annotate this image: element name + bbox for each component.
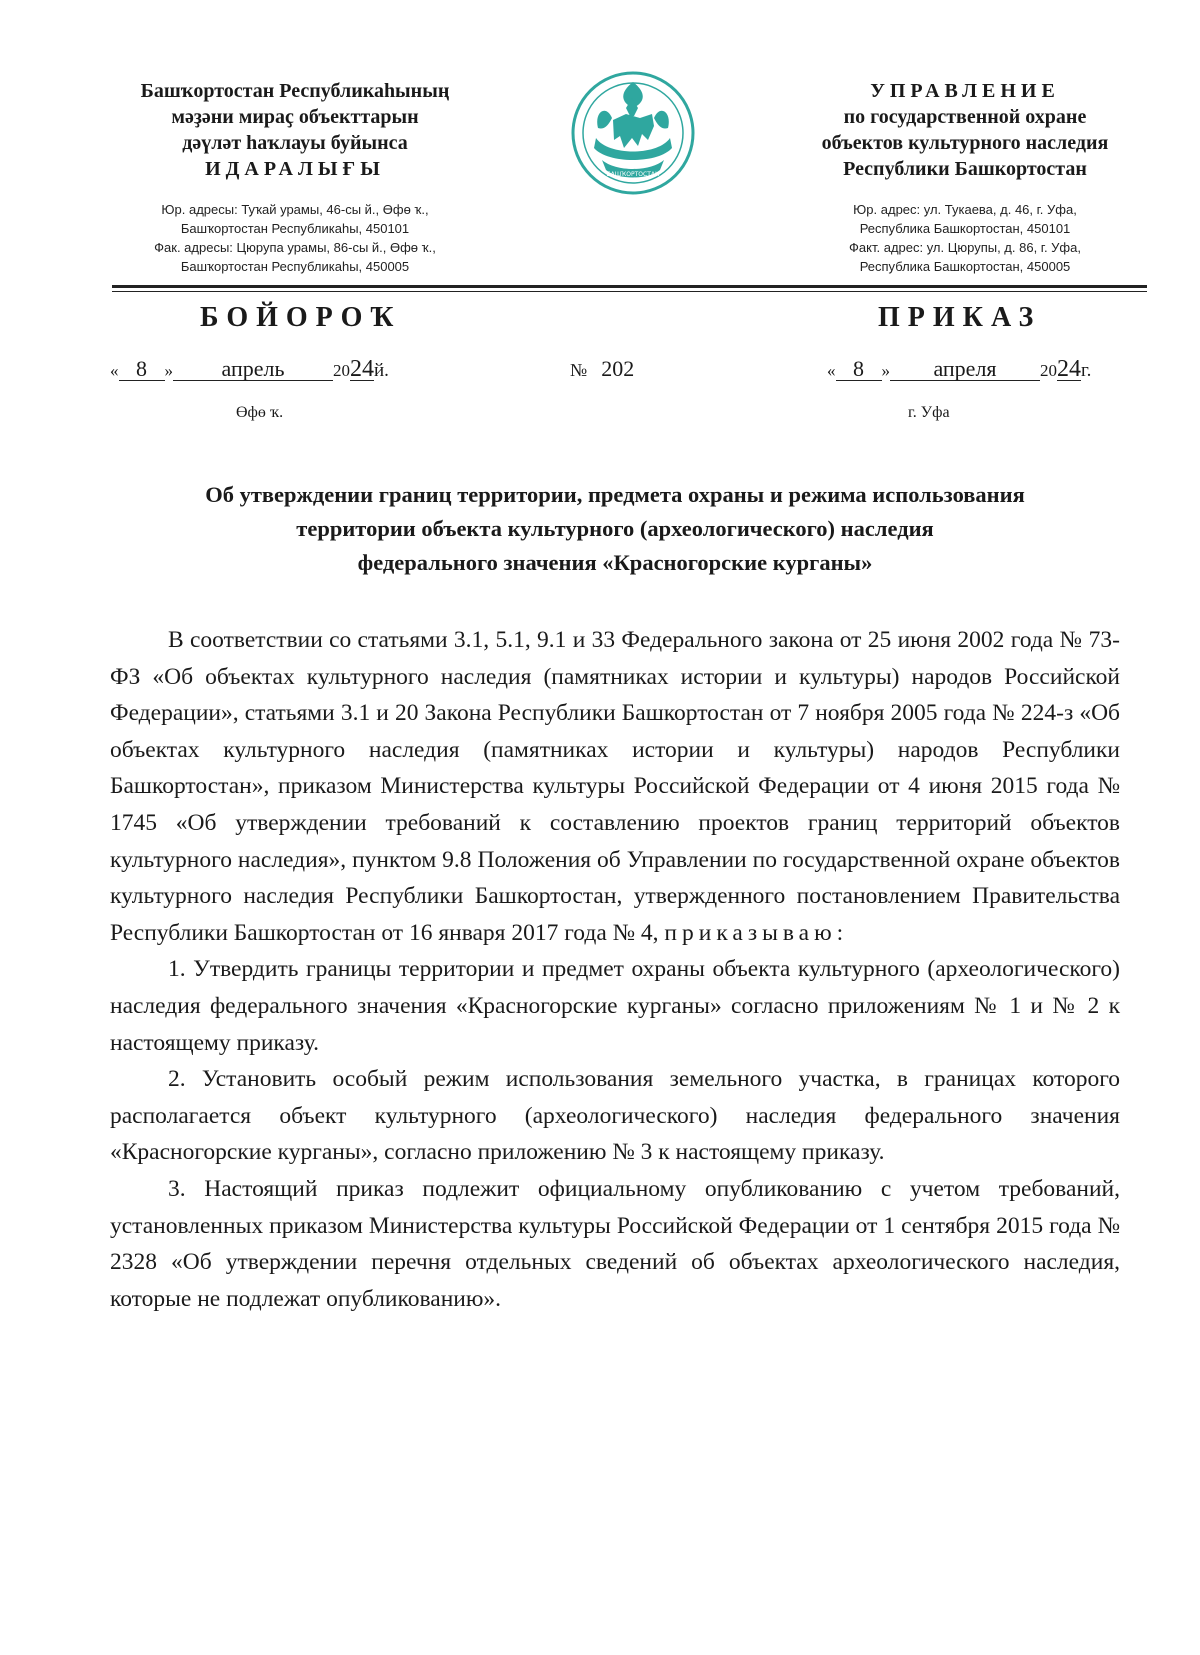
number-value: 202 [601, 356, 635, 381]
document-body [110, 622, 1120, 1317]
date-russian [827, 356, 1091, 382]
address-line: Юр. адресы: Туҡай урамы, 46-сы й., Өфө ҡ., [161, 202, 429, 217]
date-year-prefix: 20 [333, 361, 350, 380]
emblem-ribbon-text: БАШҠОРТОСТАН [606, 171, 660, 178]
close-quote: » [164, 361, 173, 380]
open-quote: « [110, 361, 119, 380]
date-month: апреля [890, 358, 1040, 381]
date-year-suffix: 24 [1057, 356, 1081, 382]
date-bashkir [110, 356, 389, 382]
address-line: Башҡортостан Республикаһы, 450101 [180, 221, 410, 236]
title-line: Об утверждении границ территории, предмета охраны и режима использования [205, 482, 1025, 507]
open-quote: « [827, 361, 836, 380]
preamble-text: В соответствии со статьями 3.1, 5.1, 9.1 и 33 Федерального закона от 25 июня 2002 года № 73-ФЗ «Об объектах культурного наследия (памятниках истории и культуры) народов Российской Федерации», статьями 3.1 и 20 Закона Республики Башкортостан от 7 ноября 2005 года № 224-з «Об объектах культурного наследия (памятниках истории и культуры) народов Республики Башкортостан», приказом Министерства культуры Российской Федерации от 4 июня 2015 года № 1745 «Об утверждении требований к составлению проектов границ территорий объектов культурного наследия», пунктом 9.8 Положения об Управлении по государственной охране объектов культурного наследия Республики Башкортостан, утвержденного постановлением Правительства Республики Башкортостан от 16 января 2017 года № 4, [110, 627, 1120, 946]
org-name-line: объектов культурного наследия [821, 132, 1109, 154]
org-name-line: Республики Башкортостан [843, 158, 1087, 180]
address-line: Башҡортостан Республикаһы, 450005 [180, 259, 410, 274]
city-russian: г. Уфа [908, 404, 950, 421]
org-name-line: УПРАВЛЕНИЕ [870, 80, 1060, 102]
org-name-line: ИДАРАЛЫҒЫ [205, 158, 385, 180]
preamble-paragraph [110, 622, 1120, 951]
header-divider-thick [112, 285, 1147, 288]
header-divider-thin [112, 291, 1147, 292]
close-quote: » [881, 361, 890, 380]
address-line: Юр. адрес: ул. Тукаева, д. 46, г. Уфа, [853, 202, 1077, 217]
date-year-suffix: 24 [350, 356, 374, 382]
header-right-organization [775, 78, 1155, 276]
document-title [110, 478, 1120, 580]
document-number [570, 356, 634, 382]
title-line: федерального значения «Красногорские курганы» [357, 550, 873, 575]
org-name-line: дәүләт һаҡлауы буйынса [182, 132, 408, 154]
header-left-organization [110, 78, 480, 276]
order-item: 1. Утвердить границы территории и предмет охраны объекта культурного (археологического) наследия федерального значения «Красногорские курганы» согласно приложениям № 1 и № 2 к настоящему приказу. [110, 956, 1120, 1056]
address-line: Факт. адрес: ул. Цюрупы, д. 86, г. Уфа, [849, 240, 1081, 255]
address-block [775, 200, 1155, 276]
number-sign: № [570, 360, 588, 380]
title-line: территории объекта культурного (археологического) наследия [296, 516, 934, 541]
city-bashkir: Өфө ҡ. [236, 404, 284, 421]
date-day: 8 [836, 358, 882, 381]
date-month: апрель [173, 358, 333, 381]
date-year-unit: й. [374, 360, 389, 381]
org-name-line: Башҡортостан Республикаһының [140, 80, 450, 102]
address-line: Фак. адресы: Цюрупа урамы, 86-сы й., Өфө ҡ., [154, 240, 436, 255]
bashkortostan-coat-of-arms-icon [568, 68, 698, 198]
org-name-line: мәҙәни мираҫ объекттарын [171, 106, 419, 128]
order-word: приказываю: [664, 919, 849, 946]
doc-type-russian: ПРИКАЗ [878, 302, 1042, 333]
org-name-line: по государственной охране [843, 106, 1087, 128]
date-year-unit: г. [1081, 360, 1092, 381]
order-item: 3. Настоящий приказ подлежит официальному опубликованию с учетом требований, установленных приказом Министерства культуры Российской Федерации от 1 сентября 2015 года № 2328 «Об утверждении перечня отдельных сведений об объектах археологического наследия, которые не подлежат опубликованию». [110, 1175, 1120, 1312]
address-line: Республика Башкортостан, 450005 [859, 259, 1071, 274]
order-item: 2. Установить особый режим использования земельного участка, в границах которого располагается объект культурного (археологического) наследия федерального значения «Красногорские курганы», согласно приложению № 3 к настоящему приказу. [110, 1066, 1120, 1166]
address-line: Республика Башкортостан, 450101 [859, 221, 1071, 236]
date-day: 8 [119, 358, 165, 381]
date-year-prefix: 20 [1040, 361, 1057, 380]
doc-type-bashkir: БОЙОРОҠ [200, 302, 402, 333]
address-block [110, 200, 480, 276]
